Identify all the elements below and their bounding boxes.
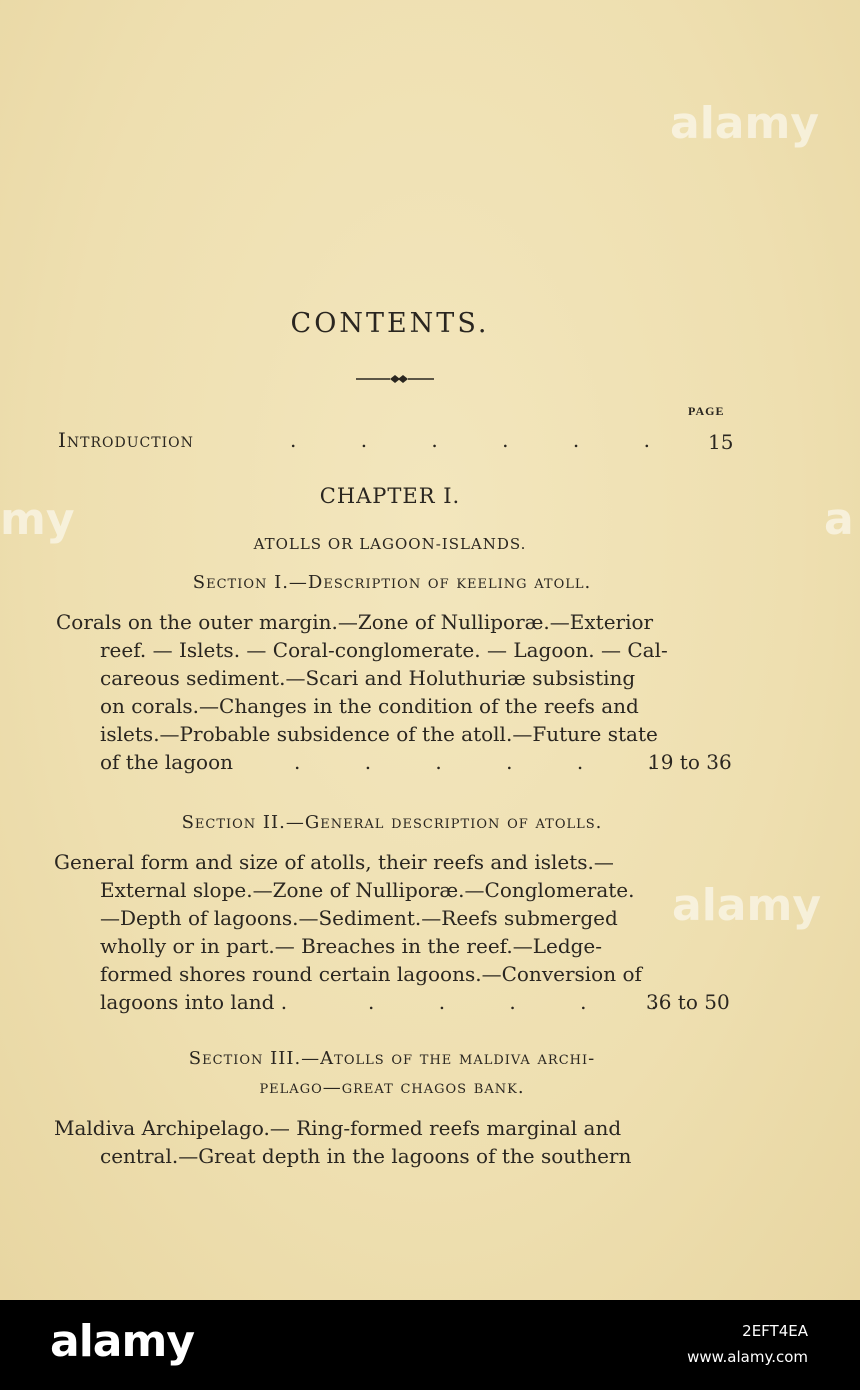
image-id: 2EFT4EA bbox=[742, 1322, 808, 1340]
contents-line: External slope.—Zone of Nulliporæ.—Conglomerate. bbox=[100, 878, 635, 902]
introduction-leader-dots: . . . . . . bbox=[290, 428, 650, 452]
contents-line: central.—Great depth in the lagoons of the southern bbox=[100, 1144, 632, 1168]
page-range: 19 to 36 bbox=[648, 750, 732, 774]
page-range: 36 to 50 bbox=[646, 990, 730, 1014]
section-heading: Section I.—Description of keeling atoll. bbox=[192, 572, 592, 593]
watermark: alamy bbox=[672, 880, 821, 931]
contents-line: Maldiva Archipelago.— Ring-formed reefs marginal and bbox=[54, 1116, 622, 1140]
contents-line: —Depth of lagoons.—Sediment.—Reefs submerged bbox=[100, 906, 618, 930]
alamy-logo: alamy bbox=[50, 1316, 194, 1367]
contents-line: Corals on the outer margin.—Zone of Nulliporæ.—Exterior bbox=[56, 610, 654, 634]
contents-title: CONTENTS. bbox=[290, 308, 490, 339]
contents-line: islets.—Probable subsidence of the atoll.—Future state bbox=[100, 722, 658, 746]
section-heading: Section II.—General description of atolls. bbox=[181, 812, 603, 833]
chapter-heading: CHAPTER I. bbox=[319, 484, 461, 508]
contents-line: lagoons into land . bbox=[100, 990, 288, 1014]
ornament-divider bbox=[352, 372, 438, 386]
section-heading: Section III.—Atolls of the maldiva archi- bbox=[188, 1048, 596, 1069]
watermark: a bbox=[824, 494, 854, 545]
watermark: my bbox=[0, 494, 75, 545]
watermark: alamy bbox=[670, 98, 819, 149]
contents-line: reef. — Islets. — Coral-conglomerate. — Lagoon. — Cal- bbox=[100, 638, 668, 662]
stock-footer-bar bbox=[0, 1300, 860, 1390]
chapter-subtitle: ATOLLS OR LAGOON-ISLANDS. bbox=[253, 535, 527, 553]
contents-line: wholly or in part.— Breaches in the reef.—Ledge- bbox=[100, 934, 603, 958]
page-column-label: PAGE bbox=[688, 404, 725, 418]
contents-line: on corals.—Changes in the condition of the reefs and bbox=[100, 694, 639, 718]
introduction-page: 15 bbox=[708, 430, 734, 454]
contents-line: formed shores round certain lagoons.—Conversion of bbox=[100, 962, 642, 986]
contents-line: of the lagoon bbox=[100, 750, 233, 774]
site-url: www.alamy.com bbox=[687, 1348, 808, 1366]
leader-dots: . . . . . . bbox=[294, 750, 654, 774]
leader-dots: . . . . . bbox=[368, 990, 658, 1014]
contents-line: careous sediment.—Scari and Holuthuriæ subsisting bbox=[100, 666, 636, 690]
introduction-entry: Introduction bbox=[58, 428, 194, 452]
section-heading-continued: pelago—great chagos bank. bbox=[259, 1077, 525, 1098]
contents-line: General form and size of atolls, their reefs and islets.— bbox=[54, 850, 614, 874]
